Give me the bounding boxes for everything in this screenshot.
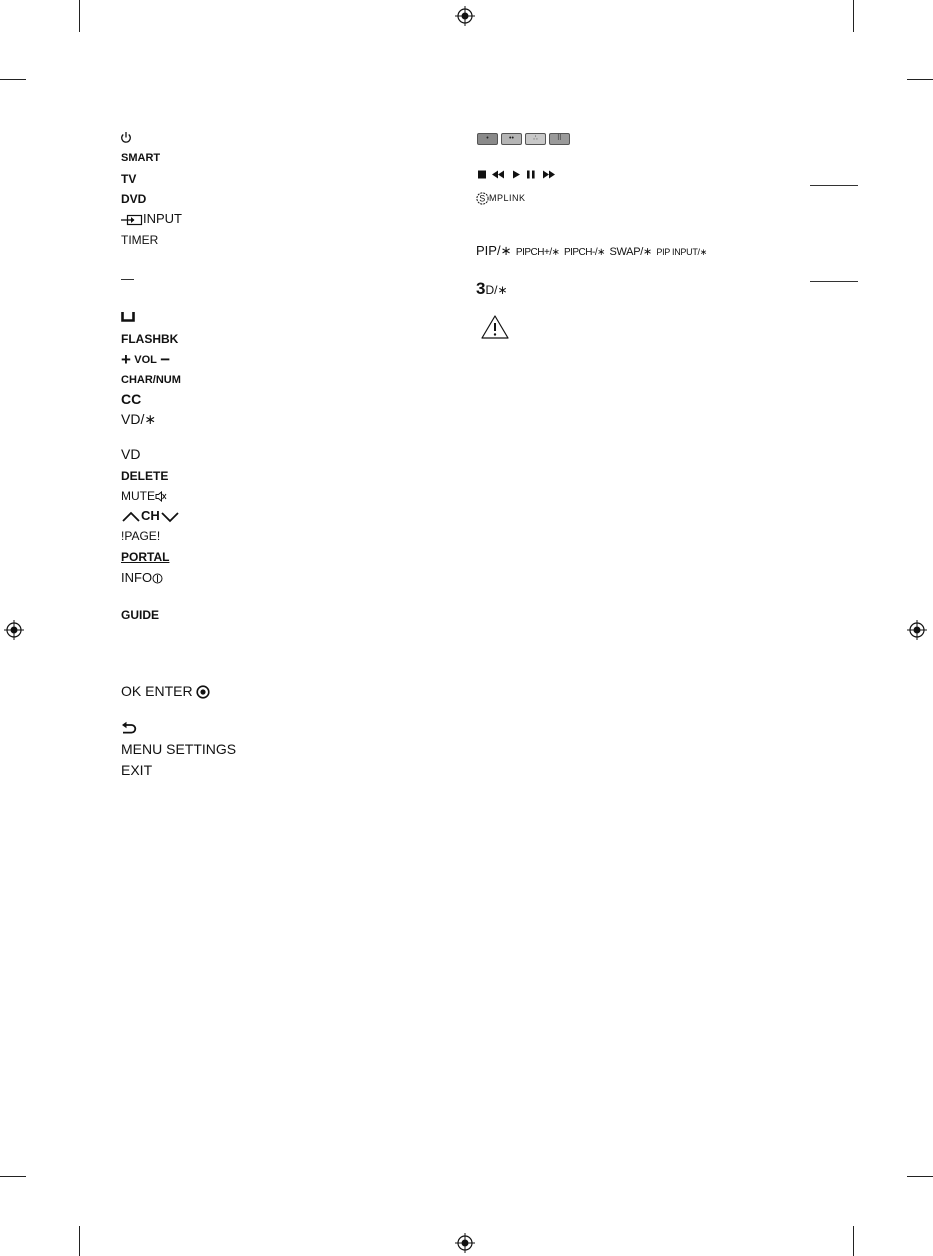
play-icon xyxy=(513,171,520,179)
timer-label: TIMER xyxy=(121,233,159,247)
svg-text:S: S xyxy=(479,193,486,204)
back-arrow-icon xyxy=(121,721,137,734)
pip-row xyxy=(476,244,707,260)
pip-input-label: PIP INPUT/∗ xyxy=(656,247,707,257)
mute-row xyxy=(121,489,167,503)
dash-label: — xyxy=(121,271,134,286)
warning-triangle-icon xyxy=(480,314,510,340)
color-button-red: • xyxy=(477,133,498,145)
space-bar-icon xyxy=(121,312,135,322)
color-button-green: •• xyxy=(501,133,522,145)
crop-mark-right-bottom xyxy=(907,1176,933,1177)
input-label-row xyxy=(121,212,182,226)
chevron-down-icon xyxy=(160,511,180,523)
channel-row xyxy=(121,509,180,523)
tv-label: TV xyxy=(121,172,137,186)
pip-label: PIP/∗ xyxy=(476,243,512,258)
input-label: INPUT xyxy=(143,211,182,226)
divider-rule xyxy=(810,185,858,186)
registration-mark-icon xyxy=(455,6,475,26)
exit-label: EXIT xyxy=(121,762,153,778)
vd-label: VD xyxy=(121,446,141,462)
guide-label: GUIDE xyxy=(121,608,160,622)
flashbk-label: FLASHBK xyxy=(121,332,179,346)
page-row xyxy=(121,529,160,543)
page-up-icon: ǃ xyxy=(121,529,125,543)
crop-mark-bottom-left xyxy=(79,1226,80,1256)
crop-mark-bottom-right xyxy=(853,1226,854,1256)
mute-speaker-icon xyxy=(155,491,167,502)
three-d-row xyxy=(476,279,508,298)
info-row xyxy=(121,571,163,585)
cc-label: CC xyxy=(121,391,142,407)
crop-mark-top-right xyxy=(853,0,854,32)
color-button-yellow: ∴ xyxy=(525,133,546,145)
mute-label: MUTE xyxy=(121,489,155,503)
menu-settings-label: MENU SETTINGS xyxy=(121,741,237,757)
pause-icon xyxy=(527,171,530,179)
info-label: INFO xyxy=(121,570,153,585)
crop-mark-right-top xyxy=(907,79,933,80)
ch-label: CH xyxy=(141,508,160,523)
plus-icon: + xyxy=(121,350,131,369)
playback-controls-icon xyxy=(477,169,559,181)
three-d-3-glyph: 3 xyxy=(476,279,486,298)
vol-label: VOL xyxy=(134,354,157,366)
simplink-row xyxy=(476,191,526,205)
portal-label: PORTAL xyxy=(121,550,170,564)
registration-mark-icon xyxy=(907,620,927,640)
ok-circle-icon xyxy=(196,685,210,699)
crop-mark-left-top xyxy=(0,79,26,80)
ok-enter-label: OK ENTER xyxy=(121,683,193,699)
color-button-blue: ⠿ xyxy=(549,133,570,145)
page-down-icon: ǃ xyxy=(156,529,161,543)
volume-row xyxy=(121,352,170,367)
simplink-s-icon xyxy=(476,192,489,205)
swap-label: SWAP/∗ xyxy=(609,246,652,258)
info-icon xyxy=(152,573,163,584)
smart-label: SMART xyxy=(121,152,161,164)
crop-mark-top-left xyxy=(79,0,80,32)
stop-icon xyxy=(478,171,486,179)
vd-star-label: VD/∗ xyxy=(121,411,157,427)
minus-icon: − xyxy=(160,350,171,369)
pipch-minus-label: PIPCH-/∗ xyxy=(563,247,605,258)
divider-rule xyxy=(810,281,858,282)
charnum-label: CHAR/NUM xyxy=(121,374,181,386)
crop-mark-left-bottom xyxy=(0,1176,26,1177)
page-label: PAGE xyxy=(124,529,157,543)
fast-forward-icon xyxy=(543,171,555,179)
registration-mark-icon xyxy=(4,620,24,640)
simplink-label: MPLINK xyxy=(489,193,526,203)
rewind-icon xyxy=(492,171,504,179)
ok-enter-row xyxy=(121,684,210,699)
dvd-label: DVD xyxy=(121,192,147,206)
chevron-up-icon xyxy=(121,511,141,523)
input-icon xyxy=(121,214,143,226)
power-icon xyxy=(120,131,132,144)
three-d-label: D/∗ xyxy=(485,283,508,297)
pipch-plus-label: PIPCH+/∗ xyxy=(515,247,560,258)
delete-label: DELETE xyxy=(121,469,169,483)
registration-mark-icon xyxy=(455,1233,475,1253)
